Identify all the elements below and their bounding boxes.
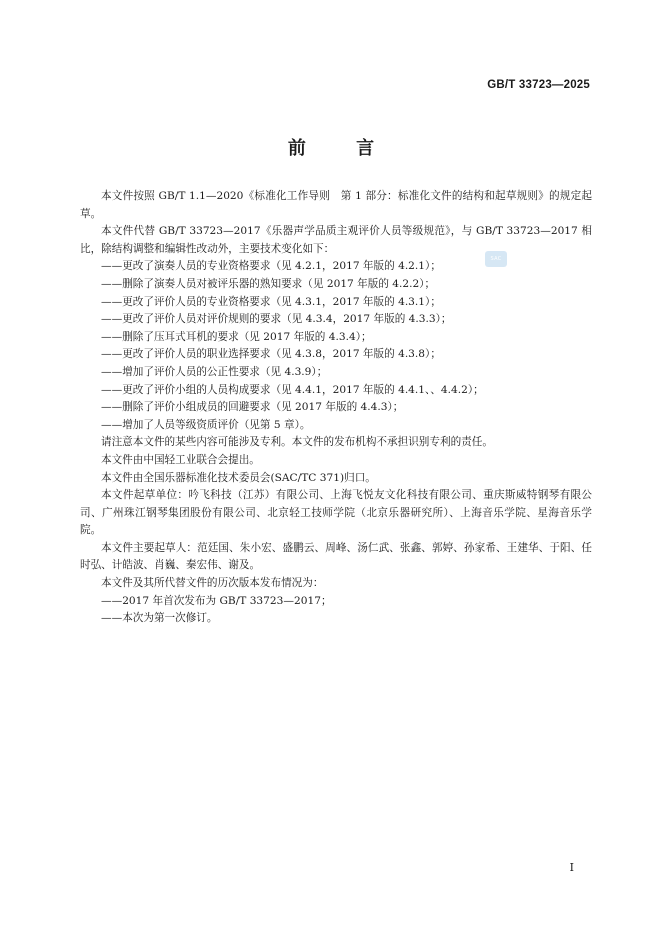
change-item: ——更改了评价人员的专业资格要求（见 4.3.1，2017 年版的 4.3.1）； [101,295,441,308]
change-item: ——增加了评价人员的公正性要求（见 4.3.9）； [101,365,328,378]
page-title: 前 言 [287,138,397,159]
patent-notice-paragraph: 请注意本文件的某些内容可能涉及专利。本文件的发布机构不承担识别专利的责任。 [101,436,493,449]
foreword-body [80,188,592,628]
sac-watermark-text: SAC [490,256,502,262]
changes-list [80,258,592,434]
change-item: ——更改了演奏人员的专业资格要求（见 4.2.1，2017 年版的 4.2.1）； [101,260,441,273]
change-item: ——更改了评价小组的人员构成要求（见 4.4.1，2017 年版的 4.4.1、、4.4.2）； [101,383,484,396]
page-number: I [569,861,574,874]
history-list [80,593,592,628]
document-code: GB/T 33723—2025 [487,79,590,91]
change-item: ——删除了压耳式耳机的要求（见 2017 年版的 4.3.4）； [101,330,372,343]
change-item: ——更改了评价人员的职业选择要求（见 4.3.8，2017 年版的 4.3.8）； [101,348,441,361]
change-item: ——增加了人员等级资质评价（见第 5 章）。 [101,418,311,431]
drafting-units-paragraph: 本文件起草单位：吟飞科技（江苏）有限公司、上海飞悦友文化科技有限公司、重庆斯威特钢琴有限公司、广州珠江钢琴集团股份有限公司、北京轻工技师学院（北京乐器研究所）、上海音乐学院、星海音乐学院。 [80,489,592,537]
managed-by-paragraph: 本文件由全国乐器标准化技术委员会(SAC/TC 371)归口。 [101,471,376,484]
history-intro-paragraph: 本文件及其所代替文件的历次版本发布情况为： [101,577,324,590]
history-item: ——本次为第一次修订。 [101,612,218,625]
change-item: ——删除了评价小组成员的回避要求（见 2017 年版的 4.4.3）； [101,401,404,414]
replace-intro-paragraph: 本文件代替 GB/T 33723—2017《乐器声学品质主观评价人员等级规范》，与 GB/T 33723—2017 相比，除结构调整和编辑性改动外，主要技术变化如下： [80,225,592,255]
change-item: ——更改了评价人员对评价规则的要求（见 4.3.4，2017 年版的 4.3.3）； [101,313,452,326]
proposed-by-paragraph: 本文件由中国轻工业联合会提出。 [101,453,260,466]
history-item: ——2017 年首次发布为 GB/T 33723—2017； [101,594,332,607]
drafters-paragraph: 本文件主要起草人：范廷国、朱小宏、盛鹏云、周峰、汤仁武、张鑫、郭婷、孙家希、王建华、于阳、任时弘、计皓波、肖巍、秦宏伟、谢及。 [80,541,592,572]
drafting-rule-paragraph: 本文件按照 GB/T 1.1—2020《标准化工作导则 第 1 部分：标准化文件的结构和起草规则》的规定起草。 [80,190,592,220]
change-item: ——删除了演奏人员对被评乐器的熟知要求（见 2017 年版的 4.2.2）； [101,277,436,290]
